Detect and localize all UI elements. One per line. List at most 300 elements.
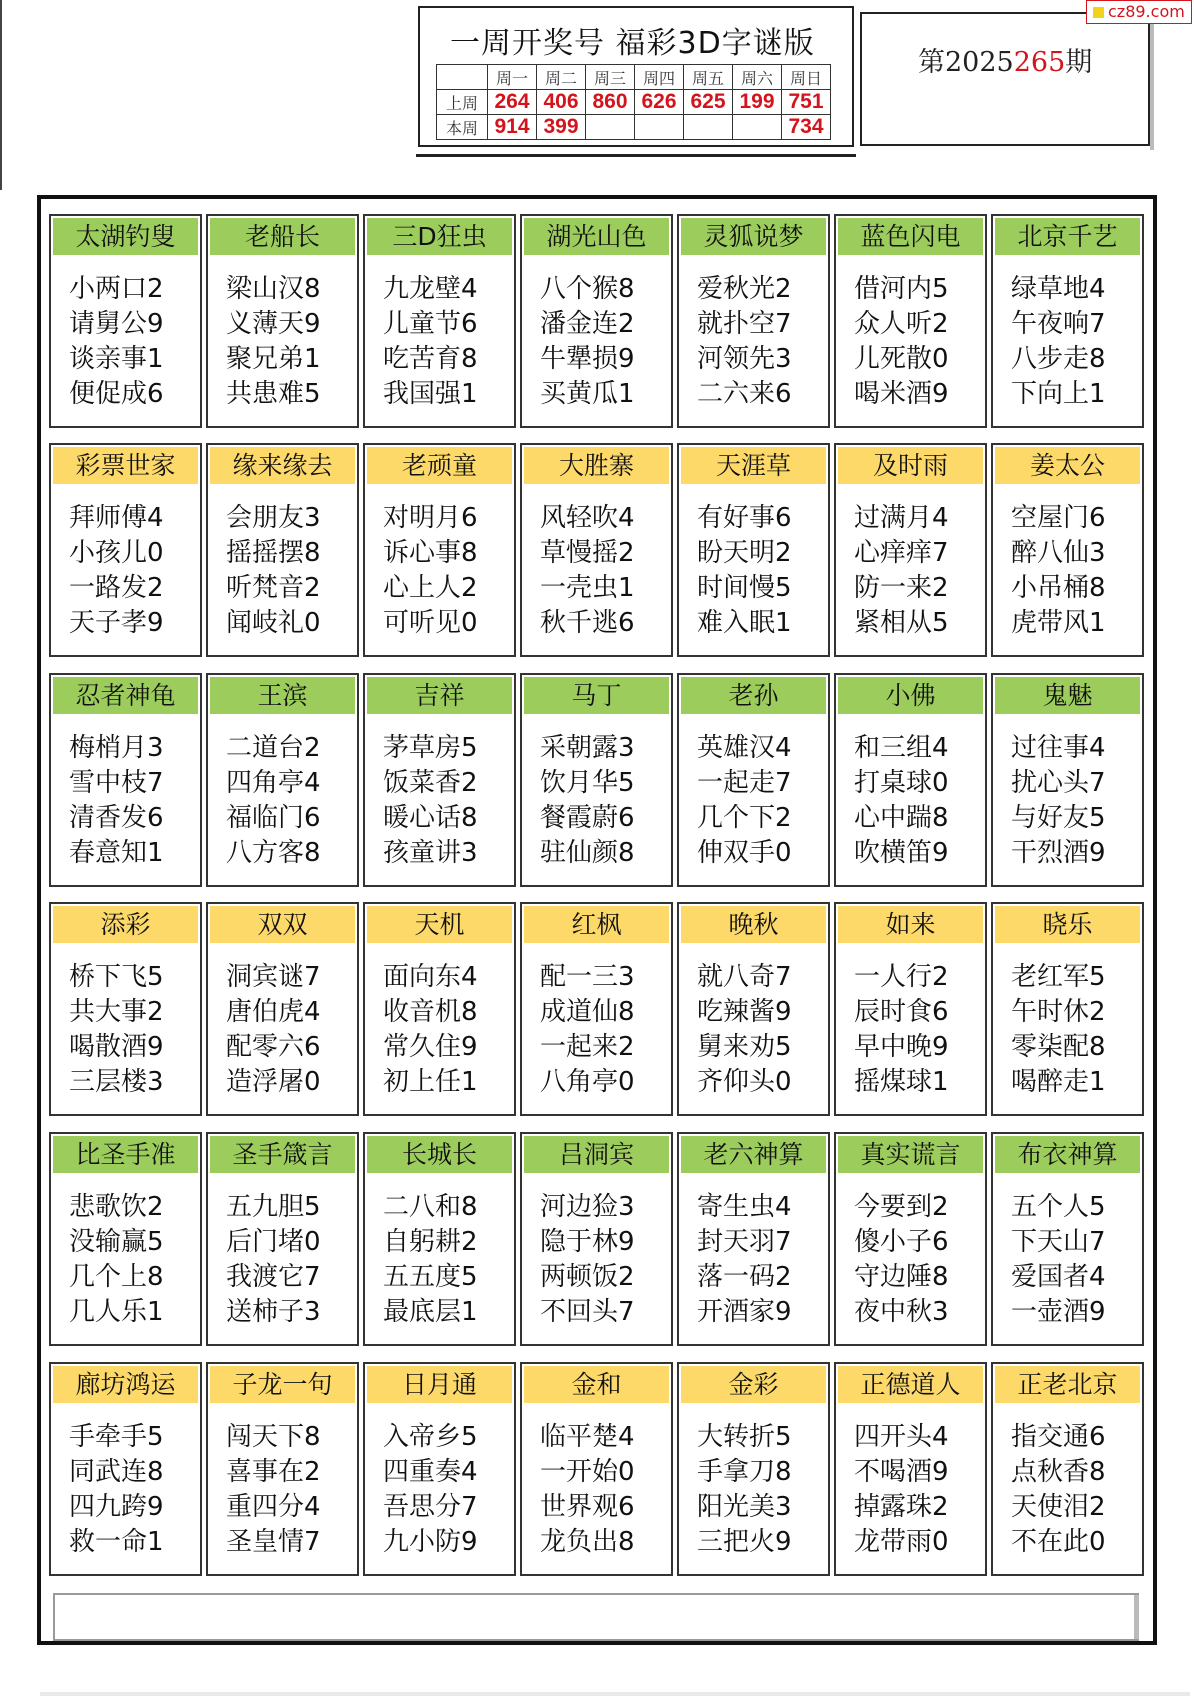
- draw-number: 625: [684, 90, 733, 115]
- card-title: 添彩: [53, 906, 198, 943]
- riddle-card: [677, 902, 830, 1116]
- riddle-line: 大转折5: [697, 1422, 792, 1452]
- card-riddle-lines: [226, 272, 321, 412]
- riddle-line: 心中踹8: [854, 803, 949, 833]
- draw-number: 734: [782, 115, 831, 140]
- riddle-line: 暖心话8: [383, 803, 478, 833]
- riddle-card: [834, 1132, 987, 1346]
- card-riddle-lines: [383, 1420, 478, 1560]
- riddle-line: 饭菜香2: [383, 768, 478, 798]
- riddle-line: 谈亲事1: [69, 344, 164, 374]
- riddle-card: [834, 214, 987, 428]
- card-title: 比圣手准: [53, 1136, 198, 1173]
- riddle-line: 儿死散0: [854, 344, 949, 374]
- riddle-line: 难入眠1: [697, 608, 792, 638]
- card-riddle-lines: [854, 1420, 949, 1560]
- riddle-line: 爱秋光2: [697, 274, 792, 304]
- left-edge-line: [0, 0, 2, 190]
- riddle-line: 清香发6: [69, 803, 164, 833]
- riddle-line: 指交通6: [1011, 1422, 1106, 1452]
- riddle-line: 河领先3: [697, 344, 792, 374]
- riddle-card: [834, 443, 987, 657]
- riddle-line: 成道仙8: [540, 997, 635, 1027]
- riddle-line: 二八和8: [383, 1192, 478, 1222]
- corner-cell: [437, 65, 488, 90]
- riddle-card: [363, 1132, 516, 1346]
- riddle-line: 心上人2: [383, 573, 478, 603]
- card-title: 三D狂虫: [367, 218, 512, 255]
- riddle-line: 干烈酒9: [1011, 838, 1106, 868]
- riddle-line: 二道台2: [226, 733, 321, 763]
- riddle-line: 采朝露3: [540, 733, 635, 763]
- card-title: 圣手箴言: [210, 1136, 355, 1173]
- card-title: 如来: [838, 906, 983, 943]
- riddle-line: 驻仙颜8: [540, 838, 635, 868]
- riddle-card: [520, 214, 673, 428]
- card-title: 王滨: [210, 677, 355, 714]
- riddle-line: 闻岐礼0: [226, 608, 321, 638]
- draw-numbers-table: [436, 64, 831, 140]
- riddle-line: 同武连8: [69, 1457, 164, 1487]
- panel-underline: [416, 154, 856, 157]
- riddle-line: 爱国者4: [1011, 1262, 1106, 1292]
- riddle-card: [991, 902, 1144, 1116]
- card-riddle-lines: [540, 501, 635, 641]
- riddle-line: 九小防9: [383, 1527, 478, 1557]
- issue-number: 265: [1013, 47, 1066, 78]
- riddle-line: 圣皇情7: [226, 1527, 321, 1557]
- riddle-line: 小孩儿0: [69, 538, 164, 568]
- draw-number: 264: [488, 90, 537, 115]
- draw-number: [635, 115, 684, 140]
- riddle-line: 吃辣酱9: [697, 997, 792, 1027]
- riddle-line: 掉露珠2: [854, 1492, 949, 1522]
- card-title: 廊坊鸿运: [53, 1366, 198, 1403]
- riddle-line: 常久住9: [383, 1032, 478, 1062]
- card-title: 忍者神龟: [53, 677, 198, 714]
- riddle-line: 河边猃3: [540, 1192, 635, 1222]
- riddle-card: [834, 673, 987, 887]
- riddle-line: 防一来2: [854, 573, 949, 603]
- card-riddle-lines: [1011, 501, 1106, 641]
- card-riddle-lines: [226, 731, 321, 871]
- card-title: 红枫: [524, 906, 669, 943]
- card-riddle-lines: [540, 731, 635, 871]
- riddle-line: 唐伯虎4: [226, 997, 321, 1027]
- riddle-line: 齐仰头0: [697, 1067, 792, 1097]
- card-title: 老孙: [681, 677, 826, 714]
- row-label: 上周: [437, 90, 488, 115]
- riddle-line: 茅草房5: [383, 733, 478, 763]
- card-riddle-lines: [854, 272, 949, 412]
- riddle-card: [363, 902, 516, 1116]
- riddle-line: 临平楚4: [540, 1422, 635, 1452]
- riddle-line: 绿草地4: [1011, 274, 1106, 304]
- riddle-line: 过往事4: [1011, 733, 1106, 763]
- riddle-line: 就扑空7: [697, 309, 792, 339]
- riddle-line: 借河内5: [854, 274, 949, 304]
- riddle-line: 梅梢月3: [69, 733, 164, 763]
- riddle-line: 不喝酒9: [854, 1457, 949, 1487]
- card-riddle-lines: [697, 501, 792, 641]
- card-title: 晓乐: [995, 906, 1140, 943]
- riddle-line: 八角亭0: [540, 1067, 635, 1097]
- riddle-line: 阳光美3: [697, 1492, 792, 1522]
- riddle-line: 几个上8: [69, 1262, 164, 1292]
- card-riddle-lines: [697, 731, 792, 871]
- riddle-line: 虎带风1: [1011, 608, 1106, 638]
- riddle-line: 一起走7: [697, 768, 792, 798]
- card-riddle-lines: [854, 501, 949, 641]
- riddle-line: 盼天明2: [697, 538, 792, 568]
- card-riddle-lines: [226, 960, 321, 1100]
- riddle-card: [991, 214, 1144, 428]
- riddle-line: 时间慢5: [697, 573, 792, 603]
- riddle-line: 二六来6: [697, 379, 792, 409]
- riddle-line: 孩童讲3: [383, 838, 478, 868]
- riddle-card: [677, 1132, 830, 1346]
- riddle-line: 自躬耕2: [383, 1227, 478, 1257]
- riddle-line: 龙带雨0: [854, 1527, 949, 1557]
- riddle-line: 救一命1: [69, 1527, 164, 1557]
- card-riddle-lines: [540, 272, 635, 412]
- card-title: 双双: [210, 906, 355, 943]
- riddle-line: 梁山汉8: [226, 274, 321, 304]
- draw-number: 406: [537, 90, 586, 115]
- riddle-line: 风轻吹4: [540, 503, 635, 533]
- riddle-line: 会朋友3: [226, 503, 321, 533]
- riddle-line: 送柿子3: [226, 1297, 321, 1327]
- card-title: 正老北京: [995, 1366, 1140, 1403]
- card-riddle-lines: [697, 1190, 792, 1330]
- riddle-line: 世界观6: [540, 1492, 635, 1522]
- riddle-card: [49, 1132, 202, 1346]
- riddle-line: 九龙壁4: [383, 274, 478, 304]
- card-title: 大胜寨: [524, 447, 669, 484]
- riddle-card: [991, 1362, 1144, 1576]
- riddle-line: 喝米酒9: [854, 379, 949, 409]
- riddle-line: 牛犟损9: [540, 344, 635, 374]
- draw-number: 626: [635, 90, 684, 115]
- card-riddle-lines: [383, 501, 478, 641]
- riddle-line: 共大事2: [69, 997, 164, 1027]
- riddle-line: 下向上1: [1011, 379, 1106, 409]
- card-title: 小佛: [838, 677, 983, 714]
- riddle-line: 下天山7: [1011, 1227, 1106, 1257]
- riddle-line: 后门堵0: [226, 1227, 321, 1257]
- card-riddle-lines: [69, 272, 164, 412]
- riddle-card: [363, 1362, 516, 1576]
- card-title: 日月通: [367, 1366, 512, 1403]
- riddle-line: 小吊桶8: [1011, 573, 1106, 603]
- riddle-card: [520, 443, 673, 657]
- riddle-line: 醉八仙3: [1011, 538, 1106, 568]
- riddle-line: 喝散酒9: [69, 1032, 164, 1062]
- riddle-line: 我国强1: [383, 379, 478, 409]
- day-header: 周四: [635, 65, 684, 90]
- riddle-card: [206, 1362, 359, 1576]
- riddle-card: [520, 902, 673, 1116]
- card-title: 北京千艺: [995, 218, 1140, 255]
- card-riddle-lines: [383, 272, 478, 412]
- day-header: 周一: [488, 65, 537, 90]
- riddle-line: 秋千逃6: [540, 608, 635, 638]
- riddle-line: 就八奇7: [697, 962, 792, 992]
- riddle-line: 喜事在2: [226, 1457, 321, 1487]
- day-header: 周二: [537, 65, 586, 90]
- this-week-row: [437, 115, 831, 140]
- riddle-line: 有好事6: [697, 503, 792, 533]
- riddle-line: 四角亭4: [226, 768, 321, 798]
- riddle-line: 手牵手5: [69, 1422, 164, 1452]
- riddle-line: 老红军5: [1011, 962, 1106, 992]
- day-header: 周三: [586, 65, 635, 90]
- riddle-line: 餐霞蔚6: [540, 803, 635, 833]
- riddle-card: [206, 214, 359, 428]
- site-watermark: [1086, 0, 1192, 24]
- card-riddle-lines: [69, 501, 164, 641]
- riddle-line: 三层楼3: [69, 1067, 164, 1097]
- card-riddle-lines: [854, 731, 949, 871]
- riddle-line: 吃苦育8: [383, 344, 478, 374]
- card-riddle-lines: [854, 960, 949, 1100]
- riddle-line: 一起来2: [540, 1032, 635, 1062]
- riddle-card: [834, 1362, 987, 1576]
- riddle-line: 一路发2: [69, 573, 164, 603]
- card-riddle-lines: [226, 1420, 321, 1560]
- riddle-line: 五个人5: [1011, 1192, 1106, 1222]
- riddle-card: [991, 443, 1144, 657]
- riddle-line: 封天羽7: [697, 1227, 792, 1257]
- riddle-line: 几人乐1: [69, 1297, 164, 1327]
- riddle-line: 手拿刀8: [697, 1457, 792, 1487]
- riddle-line: 聚兄弟1: [226, 344, 321, 374]
- riddle-line: 几个下2: [697, 803, 792, 833]
- riddle-line: 八步走8: [1011, 344, 1106, 374]
- draw-number: 399: [537, 115, 586, 140]
- day-header: 周六: [733, 65, 782, 90]
- riddle-line: 拜师傅4: [69, 503, 164, 533]
- card-riddle-lines: [1011, 1190, 1106, 1330]
- card-title: 缘来缘去: [210, 447, 355, 484]
- riddle-line: 八方客8: [226, 838, 321, 868]
- card-title: 灵狐说梦: [681, 218, 826, 255]
- riddle-line: 众人听2: [854, 309, 949, 339]
- riddle-line: 小两口2: [69, 274, 164, 304]
- card-title: 金和: [524, 1366, 669, 1403]
- card-riddle-lines: [540, 1420, 635, 1560]
- riddle-line: 夜中秋3: [854, 1297, 949, 1327]
- issue-prefix: 第2025: [918, 47, 1014, 78]
- riddle-line: 空屋门6: [1011, 503, 1106, 533]
- riddle-card: [677, 673, 830, 887]
- riddle-card: [206, 673, 359, 887]
- draw-number: [586, 115, 635, 140]
- card-title: 吕洞宾: [524, 1136, 669, 1173]
- riddle-line: 悲歌饮2: [69, 1192, 164, 1222]
- riddle-line: 没输赢5: [69, 1227, 164, 1257]
- riddle-line: 不在此0: [1011, 1527, 1106, 1557]
- card-title: 吉祥: [367, 677, 512, 714]
- riddle-line: 隐于林9: [540, 1227, 635, 1257]
- card-riddle-lines: [1011, 960, 1106, 1100]
- riddle-line: 五九胆5: [226, 1192, 321, 1222]
- page-title: 一周开奖号 福彩3D字谜版: [450, 26, 815, 61]
- riddle-line: 八个猴8: [540, 274, 635, 304]
- draw-number: [733, 115, 782, 140]
- riddle-line: 心痒痒7: [854, 538, 949, 568]
- watermark-text: cz89.com: [1108, 2, 1185, 21]
- card-title: 真实谎言: [838, 1136, 983, 1173]
- riddle-card: [677, 443, 830, 657]
- card-title: 太湖钓叟: [53, 218, 198, 255]
- riddle-card: [520, 1132, 673, 1346]
- riddle-line: 辰时食6: [854, 997, 949, 1027]
- card-title: 晚秋: [681, 906, 826, 943]
- riddle-line: 洞宾谜7: [226, 962, 321, 992]
- riddle-line: 我渡它7: [226, 1262, 321, 1292]
- riddle-card: [49, 673, 202, 887]
- card-title: 马丁: [524, 677, 669, 714]
- riddle-line: 买黄瓜1: [540, 379, 635, 409]
- riddle-card: [834, 902, 987, 1116]
- riddle-line: 早中晚9: [854, 1032, 949, 1062]
- riddle-grid-frame: [37, 195, 1157, 1645]
- riddle-line: 潘金连2: [540, 309, 635, 339]
- riddle-line: 与好友5: [1011, 803, 1106, 833]
- riddle-line: 三把火9: [697, 1527, 792, 1557]
- riddle-line: 儿童节6: [383, 309, 478, 339]
- riddle-line: 过满月4: [854, 503, 949, 533]
- riddle-line: 入帝乡5: [383, 1422, 478, 1452]
- card-riddle-lines: [69, 731, 164, 871]
- riddle-line: 一壳虫1: [540, 573, 635, 603]
- riddle-line: 龙负出8: [540, 1527, 635, 1557]
- weekly-draws-panel: [418, 6, 854, 147]
- riddle-line: 四开头4: [854, 1422, 949, 1452]
- riddle-line: 摇煤球1: [854, 1067, 949, 1097]
- riddle-line: 五五度5: [383, 1262, 478, 1292]
- card-title: 老船长: [210, 218, 355, 255]
- riddle-line: 一开始0: [540, 1457, 635, 1487]
- panel-shadow: [1150, 14, 1154, 150]
- riddle-line: 开酒家9: [697, 1297, 792, 1327]
- draw-number: 751: [782, 90, 831, 115]
- riddle-card: [991, 1132, 1144, 1346]
- day-header: 周五: [684, 65, 733, 90]
- riddle-line: 草慢摇2: [540, 538, 635, 568]
- card-riddle-lines: [540, 960, 635, 1100]
- riddle-line: 配一三3: [540, 962, 635, 992]
- riddle-card: [49, 214, 202, 428]
- card-title: 天涯草: [681, 447, 826, 484]
- riddle-line: 桥下飞5: [69, 962, 164, 992]
- card-title: 及时雨: [838, 447, 983, 484]
- riddle-line: 雪中枝7: [69, 768, 164, 798]
- riddle-card: [206, 902, 359, 1116]
- card-title: 姜太公: [995, 447, 1140, 484]
- riddle-line: 打桌球0: [854, 768, 949, 798]
- card-title: 蓝色闪电: [838, 218, 983, 255]
- riddle-line: 造浮屠0: [226, 1067, 321, 1097]
- riddle-line: 点秋香8: [1011, 1457, 1106, 1487]
- card-riddle-lines: [697, 1420, 792, 1560]
- card-riddle-lines: [383, 960, 478, 1100]
- riddle-line: 寄生虫4: [697, 1192, 792, 1222]
- riddle-line: 诉心事8: [383, 538, 478, 568]
- riddle-line: 一人行2: [854, 962, 949, 992]
- riddle-line: 一壶酒9: [1011, 1297, 1106, 1327]
- card-title: 正德道人: [838, 1366, 983, 1403]
- riddle-line: 伸双手0: [697, 838, 792, 868]
- card-title: 彩票世家: [53, 447, 198, 484]
- riddle-line: 今要到2: [854, 1192, 949, 1222]
- card-title: 鬼魅: [995, 677, 1140, 714]
- riddle-line: 听梵音2: [226, 573, 321, 603]
- riddle-line: 午时休2: [1011, 997, 1106, 1027]
- riddle-line: 两顿饭2: [540, 1262, 635, 1292]
- card-riddle-lines: [383, 731, 478, 871]
- issue-label: [918, 40, 1092, 79]
- card-riddle-lines: [1011, 1420, 1106, 1560]
- riddle-card: [363, 443, 516, 657]
- riddle-line: 收音机8: [383, 997, 478, 1027]
- card-riddle-lines: [69, 960, 164, 1100]
- riddle-line: 面向东4: [383, 962, 478, 992]
- riddle-line: 零柒配8: [1011, 1032, 1106, 1062]
- riddle-line: 紧相从5: [854, 608, 949, 638]
- riddle-card: [363, 214, 516, 428]
- card-riddle-lines: [1011, 272, 1106, 412]
- card-riddle-lines: [854, 1190, 949, 1330]
- riddle-card: [520, 673, 673, 887]
- card-riddle-lines: [69, 1420, 164, 1560]
- card-title: 金彩: [681, 1366, 826, 1403]
- card-riddle-lines: [226, 1190, 321, 1330]
- card-title: 天机: [367, 906, 512, 943]
- riddle-line: 最底层1: [383, 1297, 478, 1327]
- riddle-card: [49, 902, 202, 1116]
- card-riddle-lines: [540, 1190, 635, 1330]
- riddle-line: 饮月华5: [540, 768, 635, 798]
- blank-box-shadow: [1134, 1595, 1139, 1639]
- day-header: 周日: [782, 65, 831, 90]
- card-title: 子龙一句: [210, 1366, 355, 1403]
- draw-number: [684, 115, 733, 140]
- riddle-line: 配零六6: [226, 1032, 321, 1062]
- riddle-card: [363, 673, 516, 887]
- riddle-line: 不回头7: [540, 1297, 635, 1327]
- card-riddle-lines: [1011, 731, 1106, 871]
- riddle-line: 闯天下8: [226, 1422, 321, 1452]
- riddle-line: 傻小子6: [854, 1227, 949, 1257]
- riddle-line: 守边陲8: [854, 1262, 949, 1292]
- riddle-line: 对明月6: [383, 503, 478, 533]
- riddle-card: [206, 443, 359, 657]
- riddle-line: 共患难5: [226, 379, 321, 409]
- riddle-line: 吾思分7: [383, 1492, 478, 1522]
- riddle-line: 初上任1: [383, 1067, 478, 1097]
- watermark-square-icon: [1093, 7, 1104, 18]
- riddle-line: 舅来劝5: [697, 1032, 792, 1062]
- draw-number: 860: [586, 90, 635, 115]
- riddle-line: 四重奏4: [383, 1457, 478, 1487]
- riddle-line: 扰心头7: [1011, 768, 1106, 798]
- riddle-line: 英雄汉4: [697, 733, 792, 763]
- card-title: 老六神算: [681, 1136, 826, 1173]
- riddle-line: 和三组4: [854, 733, 949, 763]
- card-riddle-lines: [383, 1190, 478, 1330]
